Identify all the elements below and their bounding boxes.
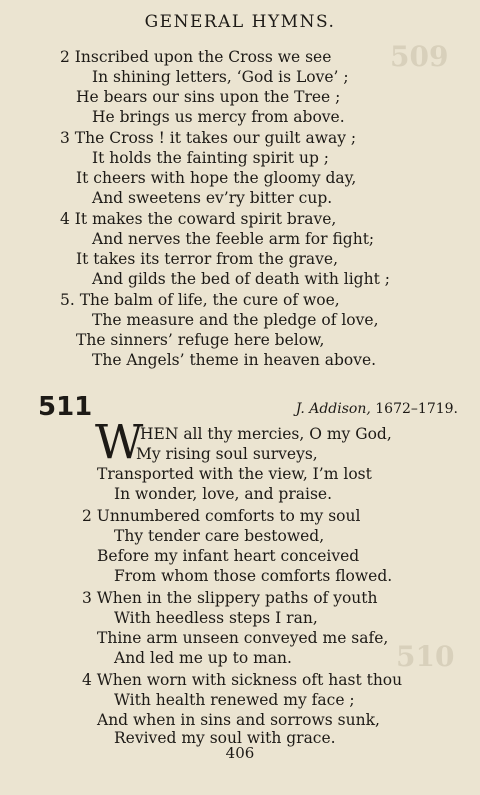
author-name: J. Addison, [295, 401, 371, 417]
stanza-line: With heedless steps I ran, [114, 609, 318, 627]
stanza-line: 4 When worn with sickness oft hast thou [82, 671, 403, 689]
stanza-line: 3 The Cross ! it takes our guilt away ; [60, 129, 357, 147]
stanza-line: And gilds the bed of death with light ; [92, 270, 390, 288]
stanza-line: The sinners’ refuge here below, [76, 331, 325, 349]
bleed-through-number-bottom: 510 [396, 640, 455, 673]
stanza-line: My rising soul surveys, [136, 445, 318, 463]
stanza-line: Thy tender care bestowed, [114, 527, 325, 545]
stanza-line: The Angels’ theme in heaven above. [92, 351, 377, 369]
stanza-line: And sweetens ev’ry bitter cup. [92, 189, 333, 207]
page-number: 406 [225, 744, 255, 762]
stanza-line: And nerves the feeble arm for fight; [92, 230, 375, 248]
stanza-line: Thine arm unseen conveyed me safe, [97, 629, 389, 647]
page-header: GENERAL HYMNS. [144, 12, 336, 32]
stanza-line: He brings us mercy from above. [92, 108, 345, 126]
stanza-line: With health renewed my face ; [114, 691, 355, 709]
stanza-line: Revived my soul with grace. [114, 729, 336, 747]
hymn-number: 511 [38, 392, 93, 422]
stanza-line: And led me up to man. [114, 649, 292, 667]
stanza-line: In shining letters, ‘God is Love’ ; [92, 68, 349, 86]
stanza-line: HEN all thy mercies, O my God, [140, 425, 392, 443]
stanza-line: It holds the fainting spirit up ; [92, 149, 330, 167]
hymn-author [296, 401, 458, 417]
stanza-line: The measure and the pledge of love, [92, 311, 379, 329]
stanza-line: It cheers with hope the gloomy day, [76, 169, 357, 187]
author-years: 1672–1719. [370, 401, 458, 417]
stanza-line: 4 It makes the coward spirit brave, [60, 210, 337, 228]
stanza-line: From whom those comforts flowed. [114, 567, 393, 585]
stanza-line: 2 Inscribed upon the Cross we see [60, 48, 332, 66]
drop-cap: W [95, 415, 144, 470]
stanza-line: 5. The balm of life, the cure of woe, [60, 291, 340, 309]
stanza-line: And when in sins and sorrows sunk, [97, 711, 380, 729]
stanza-line: He bears our sins upon the Tree ; [76, 88, 341, 106]
stanza-line: Transported with the view, I’m lost [97, 465, 372, 483]
stanza-line: 2 Unnumbered comforts to my soul [82, 507, 361, 525]
bleed-through-number-top: 509 [390, 40, 449, 73]
stanza-line: It takes its terror from the grave, [76, 250, 338, 268]
stanza-line: 3 When in the slippery paths of youth [82, 589, 378, 607]
stanza-line: In wonder, love, and praise. [114, 485, 332, 503]
stanza-line: Before my infant heart conceived [97, 547, 360, 565]
